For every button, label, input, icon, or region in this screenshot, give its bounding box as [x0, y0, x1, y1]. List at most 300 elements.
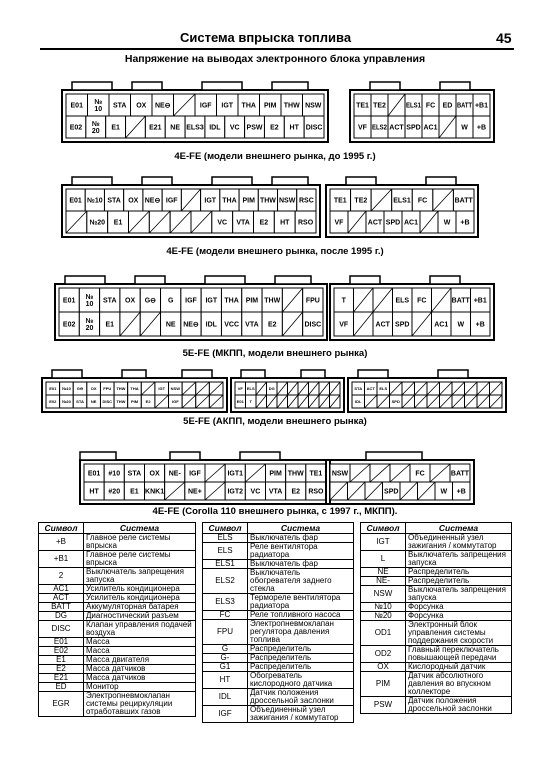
- legend-symbol: BATT: [39, 603, 84, 612]
- legend-symbol: HT: [203, 672, 248, 689]
- pin-cell: [384, 211, 402, 233]
- pin-cell: [169, 395, 183, 408]
- pin-label: THA: [130, 385, 139, 391]
- pin-label: BATT: [457, 102, 473, 110]
- pin-cell: [471, 288, 491, 312]
- legend-description: Масса датчиков: [84, 665, 196, 674]
- pin-cell: [162, 189, 181, 211]
- legend-description: Диагностический разъем: [84, 612, 196, 621]
- pin-label: SPD: [391, 398, 400, 404]
- pin-cell: [319, 382, 330, 395]
- pin-label: ELS: [395, 297, 410, 305]
- pin-label: DISC: [102, 398, 113, 404]
- pin-cell: [145, 482, 165, 500]
- pin-cell: [390, 382, 403, 395]
- pin-cell: [400, 482, 418, 500]
- pin-label: SPD: [406, 124, 421, 132]
- connector-3-right: [330, 276, 494, 340]
- pin-cell: [114, 395, 128, 408]
- legend-row: [39, 568, 196, 585]
- legend-symbol: DISC: [39, 621, 84, 638]
- pin-cell: [371, 116, 388, 138]
- pin-cell: [354, 288, 374, 312]
- pin-cell: [303, 288, 323, 312]
- pin-cell: [165, 464, 185, 482]
- legend-description: Электропневмоклапан системы рециркуляции отработавших газов: [84, 692, 196, 717]
- legend-symbol: ELS: [203, 543, 248, 560]
- connector-caption-3: 5E-FE (МКПП, модели внешнего рынка): [182, 348, 368, 359]
- pin-label: THW: [116, 385, 126, 391]
- pin-label: NE⊖: [144, 197, 161, 205]
- pin-cell: [258, 189, 277, 211]
- pin-label: E2: [291, 488, 301, 496]
- pin-cell: [298, 382, 309, 395]
- legend-description: Масса: [84, 647, 196, 656]
- connector-4-block-3: [348, 370, 506, 412]
- pin-label: №20: [61, 398, 71, 404]
- pin-cell: [185, 482, 205, 500]
- pin-cell: [201, 189, 220, 211]
- pin-label: FC: [415, 470, 425, 478]
- pin-label: VTA: [245, 321, 259, 329]
- legend-description: Термореле вентилятора радиатора: [248, 594, 354, 611]
- pin-label: E1: [113, 219, 123, 227]
- pin-cell: [452, 382, 465, 395]
- pin-cell: [225, 116, 245, 138]
- legend-description: Выключатель фар: [248, 560, 354, 569]
- pin-label: IGF: [165, 197, 178, 205]
- legend-description: Усилитель кондиционера: [84, 585, 196, 594]
- pin-cell: [430, 464, 450, 482]
- pin-label: NE: [170, 124, 181, 132]
- pin-cell: [126, 116, 146, 138]
- pin-cell: [348, 482, 366, 500]
- pin-cell: [297, 189, 316, 211]
- legend-description: Масса: [84, 638, 196, 647]
- pin-cell: [66, 94, 88, 116]
- pin-cell: [201, 312, 221, 336]
- pin-label: DISC: [305, 124, 323, 132]
- pin-label: TE2: [354, 197, 368, 205]
- pin-cell: [420, 211, 438, 233]
- connector-caption-2: 4E-FE (модели внешнего рынка, после 1995 г.): [166, 246, 384, 257]
- legend-table-1: [38, 522, 196, 717]
- pin-label: +B: [475, 321, 485, 329]
- pin-cell: [267, 395, 278, 408]
- pin-label: E2: [267, 321, 277, 329]
- pin-cell: [246, 382, 257, 395]
- legend-header-row: [203, 523, 354, 534]
- pin-cell: [352, 382, 365, 395]
- legend-header-symbol: Символ: [361, 523, 406, 534]
- pin-label: W: [443, 219, 451, 227]
- legend-description: Датчик абсолютного давления во впускном коллекторе: [406, 672, 512, 697]
- pin-cell: [477, 382, 490, 395]
- pin-cell: [106, 116, 126, 138]
- legend-description: Форсунка: [406, 603, 512, 612]
- pin-label: E01: [70, 102, 83, 110]
- legend-header-symbol: Символ: [39, 523, 84, 534]
- pin-label: STA: [76, 398, 84, 404]
- pin-cell: [185, 116, 205, 138]
- pin-cell: [73, 382, 87, 395]
- pin-label: PIM: [269, 470, 282, 478]
- legend-row: [361, 551, 512, 568]
- pin-cell: [155, 395, 169, 408]
- pin-cell: [235, 395, 246, 408]
- pin-cell: [288, 382, 299, 395]
- pin-cell: [60, 382, 74, 395]
- pin-cell: [84, 482, 104, 500]
- legend-row: [39, 692, 196, 717]
- pin-label: STA: [354, 385, 363, 391]
- legend-description: Клапан управления подачей воздуха: [84, 621, 196, 638]
- pin-cell: [165, 116, 185, 138]
- pin-cell: [286, 464, 306, 482]
- pin-cell: [435, 482, 453, 500]
- pin-cell: [245, 482, 265, 500]
- pin-cell: [439, 94, 456, 116]
- pin-cell: [371, 189, 392, 211]
- pin-cell: [239, 189, 258, 211]
- pin-cell: [453, 189, 474, 211]
- pin-label: OX: [90, 385, 97, 391]
- pin-cell: [124, 189, 143, 211]
- legend-symbol: NSW: [361, 586, 406, 603]
- pin-label: +B1: [473, 297, 487, 305]
- pin-label: E01: [87, 470, 101, 478]
- pin-label: STA: [103, 297, 117, 305]
- legend-description: Распределитель: [248, 645, 354, 654]
- legend-description: Датчик положения дроссельной заслонки: [406, 697, 512, 714]
- pin-cell: [124, 482, 144, 500]
- pin-cell: [266, 482, 286, 500]
- legend-description: Выключатель запрещения запуска: [406, 586, 512, 603]
- pin-cell: [149, 211, 170, 233]
- pin-label: VC: [229, 124, 240, 132]
- pin-label: E01: [49, 385, 57, 391]
- pin-label: HT: [280, 219, 290, 227]
- pin-cell: [453, 482, 471, 500]
- connector-caption-4: 5E-FE (АКПП, модели внешнего рынка): [183, 416, 367, 427]
- pin-label: №10: [61, 385, 71, 391]
- legend-symbol: IGF: [203, 706, 248, 723]
- legend-row: [203, 672, 354, 689]
- pin-cell: [88, 94, 110, 116]
- pin-cell: [60, 395, 74, 408]
- pin-cell: [440, 382, 453, 395]
- pin-cell: [422, 94, 439, 116]
- pin-label: DG: [268, 385, 275, 391]
- pin-cell: [309, 395, 320, 408]
- pin-cell: [152, 94, 174, 116]
- pin-cell: [108, 211, 129, 233]
- pin-cell: [392, 189, 413, 211]
- pin-label: E01: [236, 398, 244, 404]
- pin-cell: [412, 189, 433, 211]
- pin-cell: [155, 382, 169, 395]
- legend-description: Масса датчиков: [84, 674, 196, 683]
- legend-description: Объединенный узел зажигания / коммутатор: [248, 706, 354, 723]
- pin-label: OX: [136, 102, 147, 110]
- pin-cell: [242, 288, 262, 312]
- pin-cell: [490, 395, 503, 408]
- legend-symbol: E21: [39, 674, 84, 683]
- pin-cell: [365, 382, 378, 395]
- pin-cell: [432, 288, 452, 312]
- pin-cell: [238, 94, 260, 116]
- pin-cell: [120, 288, 140, 312]
- pin-cell: [277, 395, 288, 408]
- pin-cell: [141, 395, 155, 408]
- legend-description: Масса двигателя: [84, 656, 196, 665]
- pin-cell: [465, 395, 478, 408]
- pin-label: ACT: [366, 385, 375, 391]
- pin-label: VC: [217, 219, 228, 227]
- pin-label: E01: [69, 197, 82, 205]
- pin-cell: [282, 288, 302, 312]
- pin-cell: [350, 464, 370, 482]
- legend-symbol: ELS2: [203, 569, 248, 594]
- pin-label: PIM: [242, 197, 255, 205]
- legend-description: Распределитель: [248, 654, 354, 663]
- page-subtitle: Напряжение на выводах электронного блока управления: [124, 53, 426, 65]
- pin-label: IGF: [172, 398, 179, 404]
- pin-cell: [161, 312, 181, 336]
- pin-cell: [104, 482, 124, 500]
- pin-cell: [242, 312, 262, 336]
- pin-cell: [161, 288, 181, 312]
- pin-cell: [377, 395, 390, 408]
- pin-label: HT: [89, 488, 99, 496]
- pin-label: ELS: [246, 385, 255, 391]
- pin-cell: [295, 211, 316, 233]
- pin-label: VC: [250, 488, 261, 496]
- pin-label: ACT: [367, 219, 383, 227]
- pin-cell: [402, 382, 415, 395]
- legend-symbol: ELS1: [203, 560, 248, 569]
- legend-symbol: G1: [203, 663, 248, 672]
- pin-label: E2: [259, 219, 269, 227]
- pin-cell: [456, 94, 473, 116]
- legend-header-row: [39, 523, 196, 534]
- legend-row: [203, 594, 354, 611]
- pin-cell: [319, 395, 330, 408]
- pin-cell: [169, 382, 183, 395]
- pin-label: THA: [224, 297, 239, 305]
- legend-description: Датчик положения дроссельной заслонки: [248, 689, 354, 706]
- pin-cell: [131, 94, 153, 116]
- legend-row: [361, 672, 512, 697]
- pin-cell: [262, 312, 282, 336]
- pin-cell: [66, 211, 87, 233]
- pin-cell: [452, 395, 465, 408]
- pin-cell: [390, 395, 403, 408]
- legend-description: Главное реле системы впрыска: [84, 534, 196, 551]
- legend-description: Распределитель: [406, 577, 512, 586]
- pin-label: IGT: [221, 102, 234, 110]
- connector-2-right: [326, 177, 478, 237]
- pin-cell: [209, 382, 223, 395]
- pin-cell: [205, 116, 225, 138]
- pin-label: NE+: [188, 488, 202, 496]
- pin-cell: [330, 482, 348, 500]
- legend-symbol: +B: [39, 534, 84, 551]
- pin-label: +B: [456, 488, 466, 496]
- pin-cell: [402, 395, 415, 408]
- pin-label: PIM: [264, 102, 277, 110]
- pin-label: SPD: [395, 321, 410, 329]
- pin-label: +B: [476, 124, 487, 132]
- legend-description: Усилитель кондиционера: [84, 594, 196, 603]
- pin-label: FC: [425, 102, 436, 110]
- pin-cell: [245, 464, 265, 482]
- pin-label: G⊖: [76, 385, 84, 391]
- pin-cell: [277, 382, 288, 395]
- legend-symbol: E2: [39, 665, 84, 674]
- pin-cell: [284, 116, 304, 138]
- pin-label: № 10: [85, 294, 94, 308]
- pin-cell: [282, 312, 302, 336]
- pin-cell: [490, 382, 503, 395]
- pin-cell: [365, 482, 383, 500]
- pin-label: E01: [62, 297, 76, 305]
- legend-symbol: G: [203, 645, 248, 654]
- legend-header-system: Система: [84, 523, 196, 534]
- pin-cell: [225, 482, 245, 500]
- pin-label: THW: [264, 297, 281, 305]
- connector-4-block-2: [231, 370, 344, 412]
- legend-symbol: E02: [39, 647, 84, 656]
- pin-label: AC1: [423, 124, 438, 132]
- connector-5-right: [326, 452, 474, 504]
- pin-cell: [348, 211, 366, 233]
- legend-symbol: OD2: [361, 646, 406, 663]
- pin-label: AC1: [403, 219, 419, 227]
- pin-cell: [145, 464, 165, 482]
- pin-cell: [330, 395, 341, 408]
- legend-symbol: AC1: [39, 585, 84, 594]
- pin-cell: [46, 382, 60, 395]
- pin-cell: [79, 312, 99, 336]
- legend-symbol: ED: [39, 683, 84, 692]
- legend-symbol: OD1: [361, 621, 406, 646]
- pin-cell: [128, 382, 142, 395]
- legend-symbol: FC: [203, 611, 248, 620]
- connector-caption-5: 4E-FE (Corolla 110 внешнего рынка, с 1997 г., МКПП).: [152, 506, 398, 517]
- pin-cell: [209, 395, 223, 408]
- legend-row: [361, 586, 512, 603]
- pin-cell: [217, 94, 239, 116]
- pin-label: IDL: [209, 124, 221, 132]
- pin-cell: [109, 94, 131, 116]
- legend-description: Аккумуляторная батарея: [84, 603, 196, 612]
- pin-label: PSW: [246, 124, 263, 132]
- pin-label: IGF: [199, 102, 212, 110]
- pin-cell: [286, 482, 306, 500]
- pin-label: NSW: [278, 197, 296, 205]
- pin-cell: [412, 312, 432, 336]
- pin-cell: [254, 211, 275, 233]
- pin-label: FC: [417, 297, 427, 305]
- legend-symbol: FPU: [203, 620, 248, 645]
- legend-description: Объединенный узел зажигания / коммутатор: [406, 534, 512, 551]
- pin-label: VTA: [268, 488, 283, 496]
- pin-cell: [402, 211, 420, 233]
- pin-cell: [46, 395, 60, 408]
- legend-row: [361, 646, 512, 663]
- pin-label: HT: [289, 124, 299, 132]
- pin-cell: [330, 382, 341, 395]
- legend-row: [361, 697, 512, 714]
- pin-label: NE: [90, 398, 97, 404]
- pin-label: IGT: [205, 297, 218, 305]
- pin-cell: [165, 482, 185, 500]
- pin-cell: [260, 94, 282, 116]
- pin-cell: [427, 382, 440, 395]
- pin-label: FPU: [305, 297, 320, 305]
- pin-cell: [266, 464, 286, 482]
- pin-cell: [195, 94, 217, 116]
- pin-cell: [365, 395, 378, 408]
- legend-description: Кислородный датчик: [406, 663, 512, 672]
- pin-cell: [306, 464, 326, 482]
- pin-cell: [59, 312, 79, 336]
- pin-cell: [432, 312, 452, 336]
- legend-symbol: NE: [361, 568, 406, 577]
- pin-label: E2: [145, 398, 151, 404]
- pin-label: NE-: [168, 470, 181, 478]
- pin-label: STA: [113, 102, 127, 110]
- pin-cell: [304, 116, 324, 138]
- pin-cell: [100, 395, 114, 408]
- pin-cell: [87, 395, 101, 408]
- pin-label: #10: [108, 470, 121, 478]
- pin-cell: [393, 312, 413, 336]
- pin-cell: [473, 116, 490, 138]
- pin-cell: [388, 116, 405, 138]
- pin-cell: [141, 382, 155, 395]
- legend-description: Реле топливного насоса: [248, 611, 354, 620]
- connector-5-left: [80, 452, 330, 504]
- pin-cell: [370, 464, 390, 482]
- legend-symbol: DG: [39, 612, 84, 621]
- legend-symbol: NE-: [361, 577, 406, 586]
- legend-header-system: Система: [248, 523, 354, 534]
- pin-cell: [473, 94, 490, 116]
- pin-cell: [427, 395, 440, 408]
- pin-label: NSW: [170, 385, 181, 391]
- pin-label: +B1: [474, 102, 489, 110]
- pin-cell: [245, 116, 265, 138]
- pin-cell: [191, 211, 212, 233]
- legend-symbol: №20: [361, 612, 406, 621]
- legend-header-system: Система: [406, 523, 512, 534]
- pin-label: IGT1: [227, 470, 244, 478]
- legend-header-symbol: Символ: [203, 523, 248, 534]
- pin-label: THA: [241, 102, 256, 110]
- pin-cell: [433, 189, 454, 211]
- pin-label: SPD: [385, 219, 401, 227]
- page-title: Система впрыска топлива: [180, 30, 352, 45]
- legend-symbol: PIM: [361, 672, 406, 697]
- legend-row: [203, 543, 354, 560]
- pin-cell: [371, 94, 388, 116]
- pin-cell: [84, 464, 104, 482]
- pin-label: № 10: [94, 99, 103, 113]
- legend-row: [203, 569, 354, 594]
- pin-cell: [438, 211, 456, 233]
